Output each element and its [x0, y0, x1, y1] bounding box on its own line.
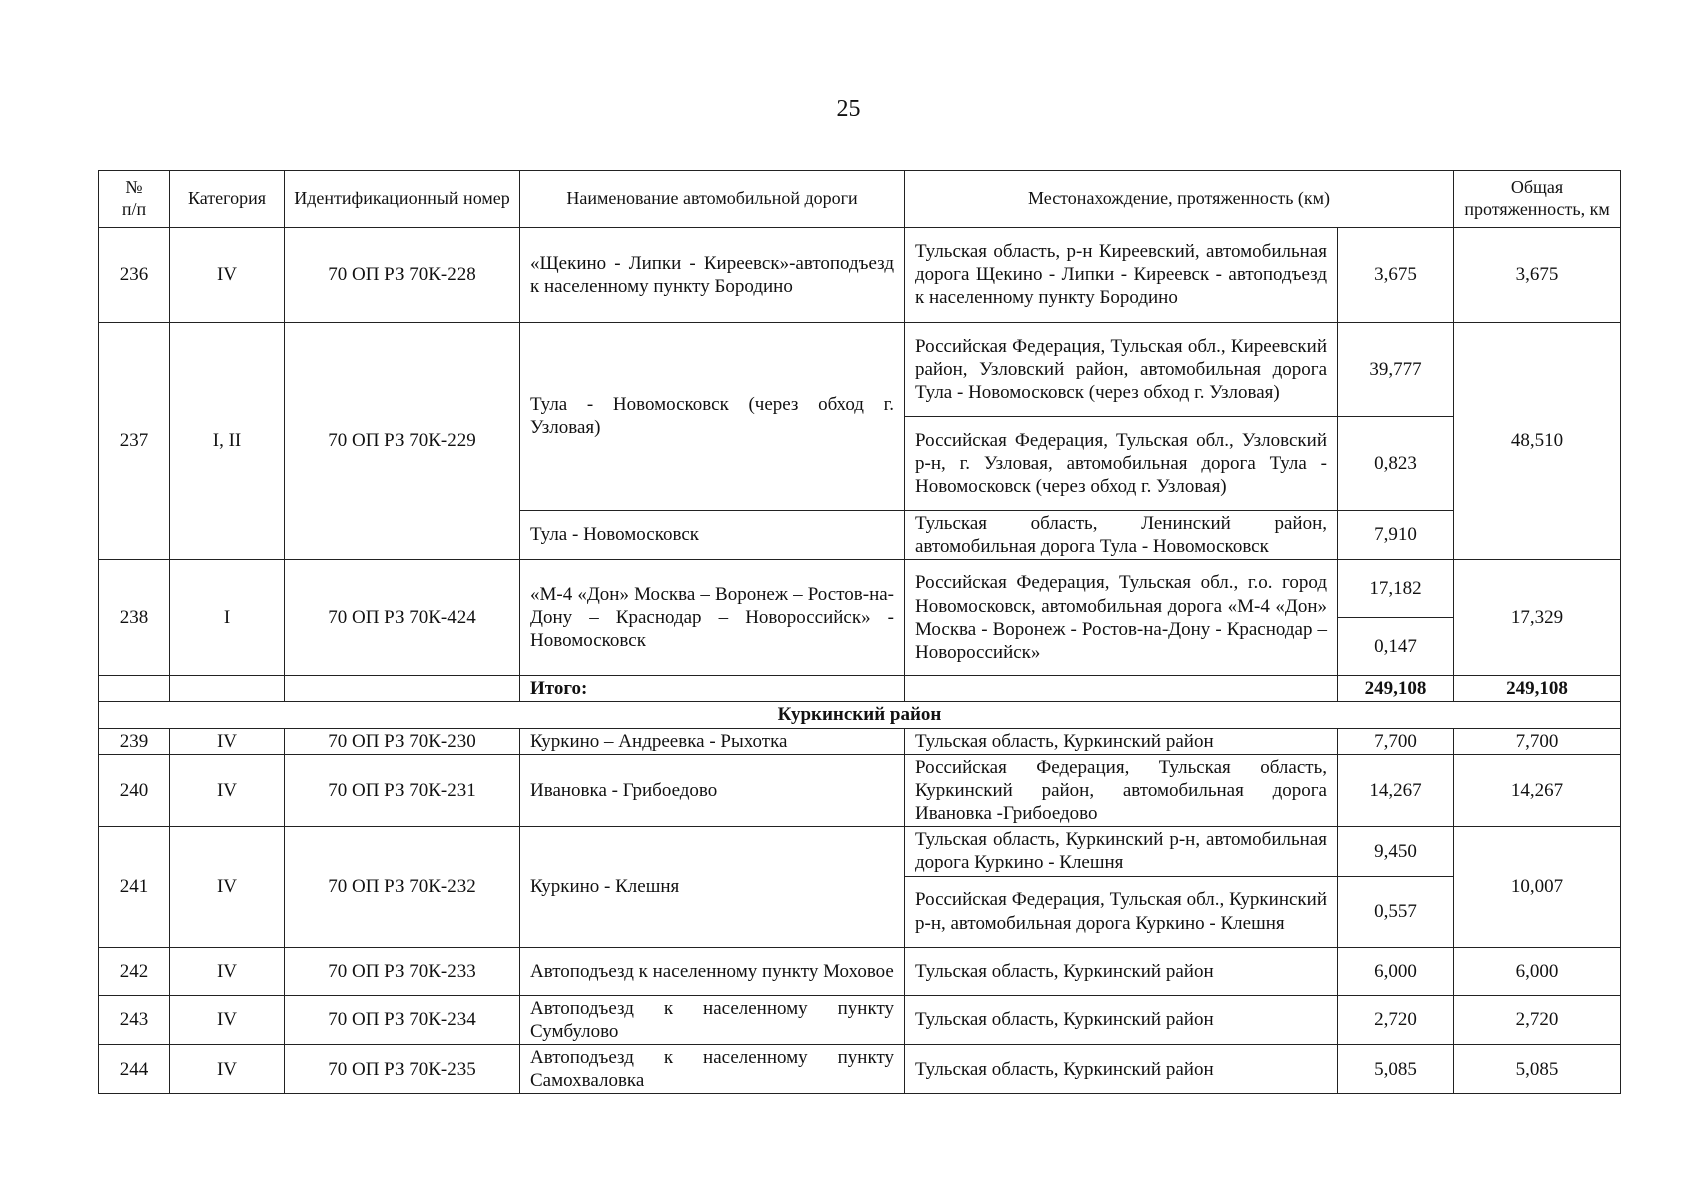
table-row: [99, 827, 1621, 876]
row-category: IV: [170, 947, 285, 995]
table-row: [99, 227, 1621, 322]
district-heading: Куркинский район: [99, 702, 1621, 728]
row-id: 70 ОП РЗ 70К-228: [285, 227, 520, 322]
table-header-row: [99, 171, 1621, 228]
row-name: Куркино - Клешня: [520, 827, 905, 947]
row-name: Автоподъезд к населенному пункту Сумбулово: [520, 995, 905, 1044]
row-length: 17,182: [1338, 560, 1454, 618]
header-total-length: Общая протяженность, км: [1454, 171, 1621, 228]
table-row: [99, 322, 1621, 416]
row-length: 9,450: [1338, 827, 1454, 876]
row-category: IV: [170, 995, 285, 1044]
row-total: 3,675: [1454, 227, 1621, 322]
header-num: № п/п: [99, 171, 170, 228]
row-total: 14,267: [1454, 754, 1621, 827]
row-id: 70 ОП РЗ 70К-230: [285, 728, 520, 754]
district-row: [99, 702, 1621, 728]
row-location: Тульская область, Куркинский район: [905, 1044, 1338, 1093]
row-name: Ивановка - Грибоедово: [520, 754, 905, 827]
row-location: Российская Федерация, Тульская обл., Узловский р-н, г. Узловая, автомобильная дорога Тула - Новомосковск (через обход г. Узловая): [905, 416, 1338, 510]
row-length: 14,267: [1338, 754, 1454, 827]
subtotal-total: 249,108: [1454, 676, 1621, 702]
row-total: 5,085: [1454, 1044, 1621, 1093]
row-location: Тульская область, р-н Киреевский, автомобильная дорога Щекино - Липки - Киреевск - автоподъезд к населенному пункту Бородино: [905, 227, 1338, 322]
row-length: 0,557: [1338, 876, 1454, 947]
row-length: 6,000: [1338, 947, 1454, 995]
row-location: Российская Федерация, Тульская область, Куркинский район, автомобильная дорога Ивановка -Грибоедово: [905, 754, 1338, 827]
row-location: Российская Федерация, Тульская обл., Киреевский район, Узловский район, автомобильная дорога Тула - Новомосковск (через обход г. Узловая): [905, 322, 1338, 416]
roads-table: [98, 170, 1621, 1094]
row-id: 70 ОП РЗ 70К-235: [285, 1044, 520, 1093]
row-id: 70 ОП РЗ 70К-424: [285, 560, 520, 676]
page-number: 25: [836, 96, 861, 122]
row-length: 0,147: [1338, 618, 1454, 676]
row-location: Российская Федерация, Тульская обл., г.о. город Новомосковск, автомобильная дорога «М-4 «Дон» Москва - Воронеж - Ростов-на-Дону - Краснодар – Новороссийск»: [905, 560, 1338, 676]
row-category: IV: [170, 728, 285, 754]
table-row: [99, 947, 1621, 995]
row-location: Тульская область, Куркинский р-н, автомобильная дорога Куркино - Клешня: [905, 827, 1338, 876]
row-total: 2,720: [1454, 995, 1621, 1044]
row-num: 244: [99, 1044, 170, 1093]
row-total: 48,510: [1454, 322, 1621, 559]
row-id: 70 ОП РЗ 70К-231: [285, 754, 520, 827]
header-location: Местонахождение, протяженность (км): [905, 171, 1454, 228]
row-location: Тульская область, Куркинский район: [905, 995, 1338, 1044]
header-id: Идентификационный номер: [285, 171, 520, 228]
row-name: Автоподъезд к населенному пункту Моховое: [520, 947, 905, 995]
row-id: 70 ОП РЗ 70К-233: [285, 947, 520, 995]
table-row: [99, 560, 1621, 618]
header-name: Наименование автомобильной дороги: [520, 171, 905, 228]
header-category: Категория: [170, 171, 285, 228]
row-category: IV: [170, 827, 285, 947]
row-length: 0,823: [1338, 416, 1454, 510]
table-row: [99, 754, 1621, 827]
table-row: [99, 995, 1621, 1044]
row-category: IV: [170, 1044, 285, 1093]
row-num: 239: [99, 728, 170, 754]
row-num: 242: [99, 947, 170, 995]
row-category: I, II: [170, 322, 285, 559]
row-name-2: Тула - Новомосковск: [520, 510, 905, 559]
subtotal-row: [99, 676, 1621, 702]
row-length: 39,777: [1338, 322, 1454, 416]
row-length: 3,675: [1338, 227, 1454, 322]
table-row: [99, 1044, 1621, 1093]
row-id: 70 ОП РЗ 70К-232: [285, 827, 520, 947]
row-num: 237: [99, 322, 170, 559]
row-name: «Щекино - Липки - Киреевск»-автоподъезд к населенному пункту Бородино: [520, 227, 905, 322]
row-category: IV: [170, 227, 285, 322]
row-location: Тульская область, Куркинский район: [905, 947, 1338, 995]
row-name: «М-4 «Дон» Москва – Воронеж – Ростов-на-Дону – Краснодар – Новороссийск» - Новомосковск: [520, 560, 905, 676]
row-num: 240: [99, 754, 170, 827]
row-name: Куркино – Андреевка - Рыхотка: [520, 728, 905, 754]
row-num: 236: [99, 227, 170, 322]
row-location: Тульская область, Ленинский район, автомобильная дорога Тула - Новомосковск: [905, 510, 1338, 559]
row-total: 17,329: [1454, 560, 1621, 676]
row-length: 5,085: [1338, 1044, 1454, 1093]
row-name: Тула - Новомосковск (через обход г. Узловая): [520, 322, 905, 510]
subtotal-length: 249,108: [1338, 676, 1454, 702]
row-total: 10,007: [1454, 827, 1621, 947]
row-length: 7,700: [1338, 728, 1454, 754]
table-row: [99, 728, 1621, 754]
row-length: 2,720: [1338, 995, 1454, 1044]
subtotal-label: Итого:: [520, 676, 905, 702]
row-category: I: [170, 560, 285, 676]
row-id: 70 ОП РЗ 70К-229: [285, 322, 520, 559]
row-category: IV: [170, 754, 285, 827]
row-location: Российская Федерация, Тульская обл., Куркинский р-н, автомобильная дорога Куркино - Клешня: [905, 876, 1338, 947]
row-location: Тульская область, Куркинский район: [905, 728, 1338, 754]
row-num: 241: [99, 827, 170, 947]
row-id: 70 ОП РЗ 70К-234: [285, 995, 520, 1044]
row-num: 243: [99, 995, 170, 1044]
row-num: 238: [99, 560, 170, 676]
row-total: 7,700: [1454, 728, 1621, 754]
row-name: Автоподъезд к населенному пункту Самохваловка: [520, 1044, 905, 1093]
row-length: 7,910: [1338, 510, 1454, 559]
row-total: 6,000: [1454, 947, 1621, 995]
